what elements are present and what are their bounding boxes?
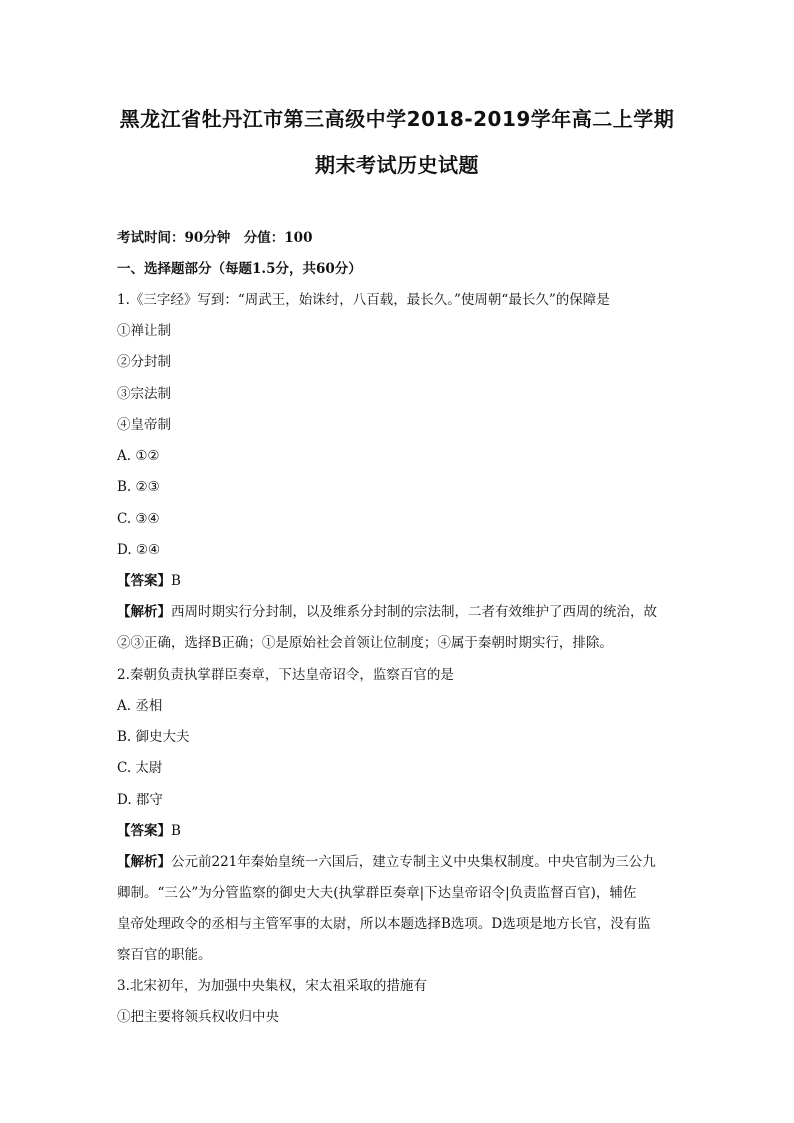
analysis-tag: 【解析】	[117, 604, 171, 620]
question-1-option-c: C. ③④	[117, 511, 160, 527]
analysis-tag: 【解析】	[117, 854, 171, 870]
question-2-stem: 2.秦朝负责执掌群臣奏章，下达皇帝诏令，监察百官的是	[117, 667, 454, 683]
question-2-option-b: B. 御史大夫	[117, 729, 190, 745]
document-title-line-1: 黑龙江省牡丹江市第三高级中学2018-2019学年高二上学期	[119, 107, 675, 131]
answer-tag: 【答案】	[117, 823, 171, 839]
question-1-item-2: ②分封制	[117, 354, 171, 370]
question-1-stem: 1.《三字经》写到：“周武王，始诛纣，八百载，最长久。”使周朝“最长久”的保障是	[117, 292, 610, 308]
section-heading: 一、选择题部分（每题1.5分，共60分）	[117, 261, 362, 277]
answer-value: B	[171, 823, 181, 839]
question-1-analysis-line-1	[117, 603, 657, 621]
question-2-analysis-line-1	[117, 853, 656, 871]
question-2-option-d: D. 郡守	[117, 792, 163, 808]
answer-value: B	[171, 573, 181, 589]
question-1-item-1: ①禅让制	[117, 323, 171, 339]
analysis-text: 西周时期实行分封制，以及维系分封制的宗法制，二者有效维护了西周的统治，故	[171, 604, 657, 620]
analysis-text: 公元前221年秦始皇统一六国后，建立专制主义中央集权制度。中央官制为三公九	[171, 854, 656, 870]
question-2-analysis-line-2: 卿制。“三公”为分管监察的御史大夫(执掌群臣奏章|下达皇帝诏令|负责监督百官)，辅佐	[117, 885, 637, 901]
question-1-analysis-line-2: ②③正确，选择B正确；①是原始社会首领让位制度；④属于秦朝时期实行，排除。	[117, 635, 613, 651]
document-title-line-2: 期末考试历史试题	[315, 153, 479, 177]
question-1-answer	[117, 572, 181, 590]
exam-info: 考试时间：90分钟 分值：100	[117, 230, 313, 246]
question-3-item-1: ①把主要将领兵权收归中央	[117, 1009, 279, 1025]
question-1-option-b: B. ②③	[117, 479, 160, 495]
question-1-item-4: ④皇帝制	[117, 417, 171, 433]
question-1-option-a: A. ①②	[117, 448, 160, 464]
question-2-analysis-line-4: 察百官的职能。	[117, 947, 212, 963]
question-1-item-3: ③宗法制	[117, 386, 171, 402]
question-2-analysis-line-3: 皇帝处理政令的丞相与主管军事的太尉，所以本题选择B选项。D选项是地方长官，没有监	[117, 916, 651, 932]
question-2-answer	[117, 822, 181, 840]
answer-tag: 【答案】	[117, 573, 171, 589]
question-2-option-c: C. 太尉	[117, 760, 163, 776]
question-3-stem: 3.北宋初年，为加强中央集权，宋太祖采取的措施有	[117, 978, 427, 994]
question-2-option-a: A. 丞相	[117, 698, 163, 714]
question-1-option-d: D. ②④	[117, 542, 161, 558]
